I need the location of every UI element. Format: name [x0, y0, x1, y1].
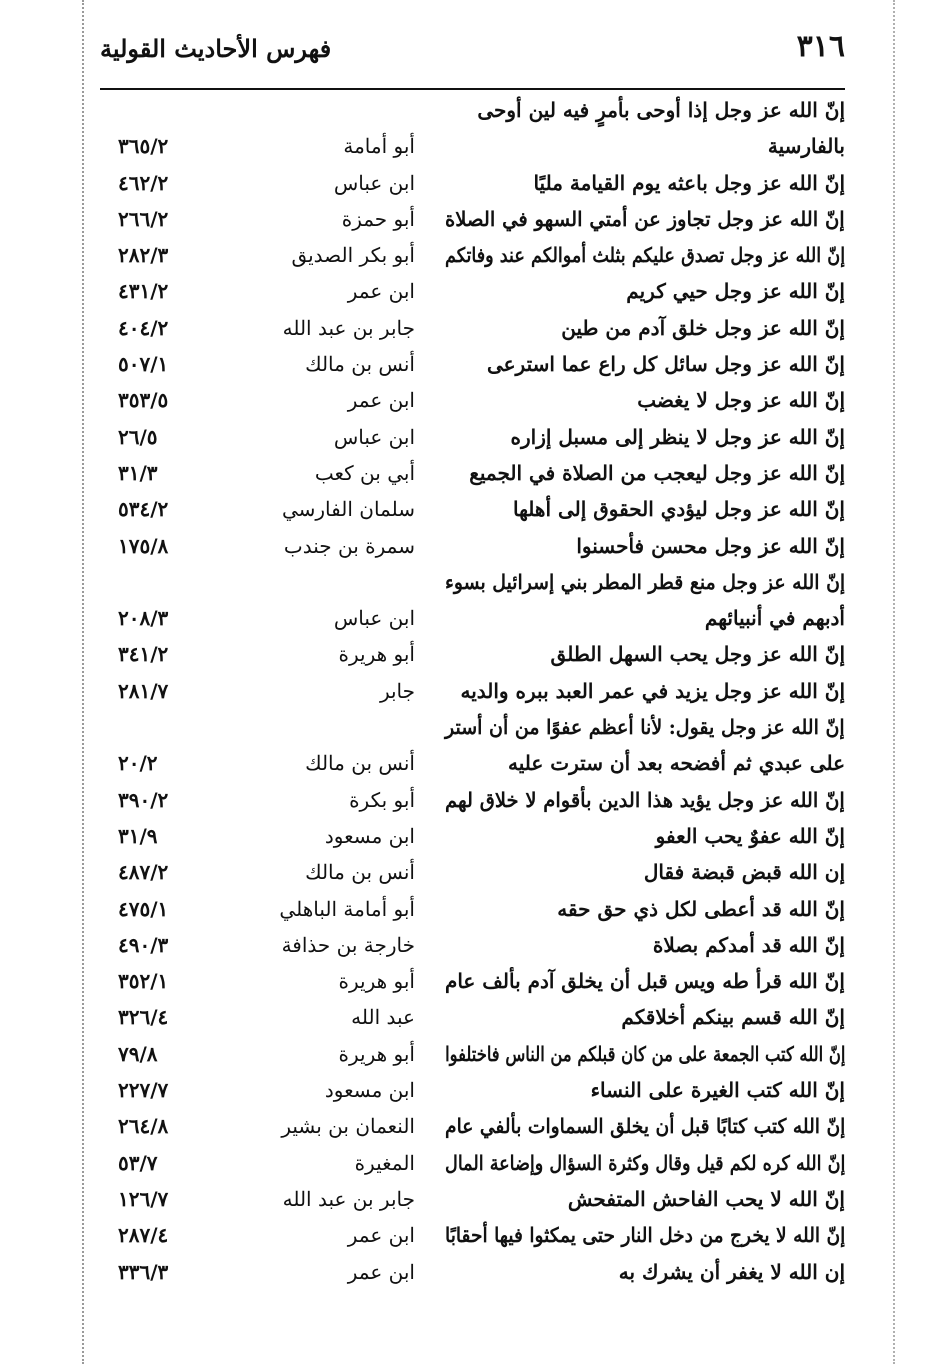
- index-entry: [100, 564, 845, 637]
- hadith-text: إنّ الله كتب كتابًا قبل أن يخلق السماوات بألفي عام: [444, 1114, 845, 1139]
- index-entry: [100, 273, 845, 309]
- hadith-text: إن الله قبض قبضة فقال: [643, 860, 845, 885]
- index-entry: [100, 310, 845, 346]
- hadith-text: إنّ الله قد أمدكم بصلاة: [652, 932, 845, 957]
- hadith-text: إنّ الله لا يخرج من دخل النار حتى يمكثوا فيها أحقابًا: [444, 1223, 845, 1248]
- volume-page-ref: ٢٠/٢: [118, 751, 158, 776]
- hadith-text: أدبهم في أنبيائهم: [704, 606, 845, 631]
- narrator-name: عبد الله: [351, 1005, 415, 1030]
- index-entry: [100, 455, 845, 491]
- page-header: [100, 30, 845, 70]
- narrator-name: النعمان بن بشير: [281, 1114, 415, 1139]
- hadith-text: إنّ الله قسم بينكم أخلاقكم: [621, 1005, 845, 1030]
- index-entry: [100, 382, 845, 418]
- volume-page-ref: ٢٦٤/٨: [118, 1114, 169, 1139]
- hadith-text: إنّ الله عز وجل تصدق عليكم بثلث أموالكم عند وفاتكم: [444, 243, 845, 268]
- index-entry: [100, 927, 845, 963]
- volume-page-ref: ٢٢٧/٧: [118, 1078, 169, 1103]
- narrator-name: أنس بن مالك: [305, 751, 415, 776]
- narrator-name: ابن عباس: [333, 170, 415, 195]
- narrator-name: أبو أمامة الباهلي: [279, 896, 415, 921]
- hadith-text: إنّ الله عز وجل يقول: لأنا أعظم عفوًا من أن أستر: [445, 715, 845, 740]
- narrator-name: أنس بن مالك: [305, 352, 415, 377]
- volume-page-ref: ١٧٥/٨: [118, 533, 169, 558]
- index-entry: [100, 963, 845, 999]
- narrator-name: جابر بن عبد الله: [282, 315, 415, 340]
- hadith-text: إنّ الله عز وجل محسن فأحسنوا: [576, 533, 845, 558]
- hadith-text: بالفارسية: [767, 134, 845, 159]
- volume-page-ref: ٣٢٦/٤: [118, 1005, 169, 1030]
- hadith-text: إنّ الله عز وجل لا يغضب: [637, 388, 845, 413]
- narrator-name: أبو هريرة: [338, 969, 415, 994]
- hadith-text: إنّ الله عز وجل ليؤدي الحقوق إلى أهلها: [512, 497, 845, 522]
- hadith-text: إنّ الله عز وجل يؤيد هذا الدين بأقوام لا خلاق لهم: [445, 787, 845, 812]
- narrator-name: سمرة بن جندب: [283, 533, 415, 558]
- volume-page-ref: ٥٣/٧: [118, 1150, 158, 1175]
- hadith-text: إنّ الله عز وجل يحب السهل الطلق: [550, 642, 845, 667]
- narrator-name: خارجة بن حذافة: [281, 932, 415, 957]
- volume-page-ref: ٢٨٢/٣: [118, 243, 169, 268]
- hadith-index-list: [100, 92, 845, 1290]
- narrator-name: ابن عمر: [347, 388, 415, 413]
- hadith-text: إن الله لا يغفر أن يشرك به: [618, 1259, 845, 1284]
- hadith-text: إنّ الله عز وجل يزيد في عمر العبد ببره والديه: [460, 678, 845, 703]
- volume-page-ref: ٤٩٠/٣: [118, 932, 169, 957]
- volume-page-ref: ٣٤١/٢: [118, 642, 169, 667]
- index-entry: [100, 201, 845, 237]
- index-entry: [100, 346, 845, 382]
- page-number: ٣١٦: [796, 29, 845, 64]
- volume-page-ref: ٥٠٧/١: [118, 352, 169, 377]
- index-entry: [100, 237, 845, 273]
- hadith-text: إنّ الله عفوٌ يحب العفو: [655, 823, 845, 848]
- index-entry: [100, 636, 845, 672]
- index-entry: [100, 528, 845, 564]
- volume-page-ref: ٥٣٤/٢: [118, 497, 169, 522]
- narrator-name: أبو هريرة: [338, 642, 415, 667]
- index-entry: [100, 1072, 845, 1108]
- volume-page-ref: ٣١/٩: [118, 823, 158, 848]
- narrator-name: أبو بكر الصديق: [291, 243, 415, 268]
- volume-page-ref: ٣٦٥/٢: [118, 134, 169, 159]
- hadith-text: إنّ الله عز وجل سائل كل راع عما استرعى: [486, 352, 845, 377]
- hadith-text: إنّ الله عز وجل باعثه يوم القيامة مليًا: [533, 170, 845, 195]
- index-entry: [100, 782, 845, 818]
- index-entry: [100, 854, 845, 890]
- index-entry: [100, 1217, 845, 1253]
- index-entry: [100, 419, 845, 455]
- narrator-name: أنس بن مالك: [305, 860, 415, 885]
- volume-page-ref: ٣٣٦/٣: [118, 1259, 169, 1284]
- volume-page-ref: ٢٦/٥: [118, 424, 158, 449]
- volume-page-ref: ٣١/٣: [118, 460, 158, 485]
- narrator-name: سلمان الفارسي: [281, 497, 415, 522]
- volume-page-ref: ٤٦٢/٢: [118, 170, 169, 195]
- hadith-text: إنّ الله عز وجل لا ينظر إلى مسبل إزاره: [510, 424, 845, 449]
- index-entry: [100, 1108, 845, 1144]
- volume-page-ref: ٤٧٥/١: [118, 896, 169, 921]
- hadith-text: إنّ الله لا يحب الفاحش المتفحش: [567, 1186, 845, 1211]
- narrator-name: أبو بكرة: [349, 787, 415, 812]
- hadith-text: إنّ الله كتب الغيرة على النساء: [590, 1078, 845, 1103]
- index-entry: [100, 709, 845, 782]
- volume-page-ref: ٧٩/٨: [118, 1041, 158, 1066]
- index-entry: [100, 1254, 845, 1290]
- hadith-text: إنّ الله عز وجل إذا أوحى بأمرٍ فيه لين أوحى: [477, 98, 845, 122]
- hadith-text: إنّ الله قرأ طه ويس قبل أن يخلق آدم بألف عام: [445, 969, 845, 994]
- running-title: فهرس الأحاديث القولية: [100, 34, 332, 63]
- index-entry: [100, 1036, 845, 1072]
- index-entry: [100, 818, 845, 854]
- narrator-name: ابن عمر: [347, 1223, 415, 1248]
- hadith-text: إنّ الله قد أعطى لكل ذي حق حقه: [557, 896, 845, 921]
- volume-page-ref: ٣٩٠/٢: [118, 787, 169, 812]
- narrator-name: ابن عباس: [333, 606, 415, 631]
- hadith-text: إنّ الله عز وجل حيي كريم: [626, 279, 845, 304]
- narrator-name: ابن عمر: [347, 1259, 415, 1284]
- volume-page-ref: ٣٥٢/١: [118, 969, 169, 994]
- hadith-text: إنّ الله عز وجل تجاوز عن أمتي السهو في الصلاة: [445, 206, 845, 231]
- index-entry: [100, 1145, 845, 1181]
- narrator-name: ابن عباس: [333, 424, 415, 449]
- volume-page-ref: ٢٨٧/٤: [118, 1223, 169, 1248]
- narrator-name: أبي بن كعب: [314, 460, 415, 485]
- volume-page-ref: ٢٦٦/٢: [118, 206, 169, 231]
- narrator-name: جابر: [379, 678, 415, 703]
- index-entry: [100, 92, 845, 165]
- hadith-text: إنّ الله عز وجل ليعجب من الصلاة في الجميع: [469, 460, 845, 485]
- index-entry: [100, 1181, 845, 1217]
- hadith-text: إنّ الله كره لكم قيل وقال وكثرة السؤال وإضاعة المال: [444, 1150, 845, 1175]
- index-entry: [100, 165, 845, 201]
- narrator-name: أبو أمامة: [343, 134, 415, 159]
- hadith-text: إنّ الله كتب الجمعة على من كان قبلكم من الناس فاختلفوا: [444, 1041, 845, 1066]
- index-entry: [100, 491, 845, 527]
- hadith-text: على عبدي ثم أفضحه بعد أن سترت عليه: [508, 751, 845, 776]
- header-rule: [100, 88, 845, 90]
- volume-page-ref: ١٢٦/٧: [118, 1186, 169, 1211]
- index-entry: [100, 673, 845, 709]
- narrator-name: ابن عمر: [347, 279, 415, 304]
- volume-page-ref: ٤٠٤/٢: [118, 315, 169, 340]
- left-margin-dots: [82, 0, 84, 1364]
- right-margin-dots: [893, 0, 895, 1364]
- narrator-name: أبو حمزة: [341, 206, 415, 231]
- narrator-name: ابن مسعود: [324, 1078, 415, 1103]
- narrator-name: أبو هريرة: [338, 1041, 415, 1066]
- narrator-name: ابن مسعود: [324, 823, 415, 848]
- index-entry: [100, 891, 845, 927]
- narrator-name: المغيرة: [354, 1150, 415, 1175]
- index-entry: [100, 999, 845, 1035]
- hadith-text: إنّ الله عز وجل منع قطر المطر بني إسرائيل بسوء: [444, 569, 845, 594]
- volume-page-ref: ٣٥٣/٥: [118, 388, 169, 413]
- volume-page-ref: ٢٨١/٧: [118, 678, 169, 703]
- hadith-text: إنّ الله عز وجل خلق آدم من طين: [561, 315, 845, 340]
- narrator-name: جابر بن عبد الله: [282, 1186, 415, 1211]
- volume-page-ref: ٢٠٨/٣: [118, 606, 169, 631]
- volume-page-ref: ٤٣١/٢: [118, 279, 169, 304]
- volume-page-ref: ٤٨٧/٢: [118, 860, 169, 885]
